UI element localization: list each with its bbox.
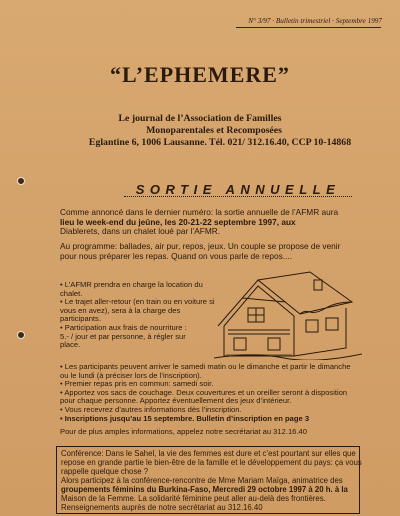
masthead-title: “L’EPHEMERE” [110,62,290,87]
list-item: • Premier repas pris en commun: samedi soir. [60,379,214,389]
list-item: • Les participants peuvent arriver le samedi matin ou le dimanche et partir le dimanche [60,362,351,371]
list-item: participants. [60,314,101,324]
list-item: • Participation aux frais de nourriture : [60,322,187,332]
binder-hole [17,331,25,339]
bulletin-info: N° 3/97 · Bulletin trimestriel · Septembre 1997 [248,17,382,25]
conference-line: repose en grande partie le bien-être de la famille et le développement du pays: ça vous [61,458,362,467]
list-item: pour chaque personne. Apportez éventuellement des jeux d’intérieur. [60,396,292,406]
article-program [60,242,358,261]
contact-line: Pour de plus amples informations, appelez notre secrétariat au 312.16.40 [60,427,307,436]
participants-list [60,363,360,423]
program-line: pour nous préparer les repas. Quand on vous parle de repos.... [60,250,292,261]
conference-line: Renseignements auprès de notre secrétariat au 312.16.40 [61,503,263,512]
article-heading: SORTIE ANNUELLE [135,182,341,197]
list-item: • Vous recevrez d’autres informations dès l’inscription. [60,404,242,414]
conference-line: Conférence: Dans le Sahel, la vie des femmes est dure et c’est pourtant sur elles que [61,449,356,458]
heading-rule [124,196,352,197]
masthead-subtitle-1: Le journal de l’Association de Familles [118,113,282,124]
chalet-illustration [214,268,362,360]
conference-line: Maison de la Femme. La solidarité féminine peut aller au-delà des frontières. [61,494,326,503]
article-intro [60,208,358,237]
intro-line: Diablerets, dans un chalet loué par l’AFMR. [60,226,221,237]
conference-box [56,446,360,514]
list-item: • Apportez vos sacs de couchage. Deux couvertures et un oreiller seront à disposition [60,387,348,397]
list-item: ou le lundi (à préciser lors de l’inscription). [60,370,202,380]
practical-info-list [60,280,215,350]
contact-info [60,428,360,437]
conference-line: Alors participez à la conférence-rencontre de Mme Mariam Maïga, animatrice des [61,476,343,485]
program-line: Au programme: ballades, air pur, repos, jeux. Un couple se propose de venir [60,241,341,251]
conference-line: rappelle quelque chose ? [61,467,149,476]
intro-line: Comme annoncé dans le dernier numéro: la sortie annuelle de l’AFMR aura [60,207,339,217]
list-item: • Inscriptions jusqu’au 15 septembre. Bulletin d’inscription en page 3 [60,413,310,423]
list-item: • Le trajet aller-retour (en train ou en voiture si [60,297,215,307]
intro-line: lieu le week-end du jeûne, les 20-21-22 septembre 1997, aux [60,216,296,227]
list-item: • L’AFMR prendra en charge la location du [60,280,203,289]
list-item: vous en avez), sera à la charge des [60,305,181,315]
list-item: 5.- / jour et par personne, à régler sur [60,331,186,341]
masthead-address: Eglantine 6, 1006 Lausanne. Tél. 021/ 312.16.40, CCP 10-14868 [88,137,352,148]
list-item: place. [60,340,81,350]
conference-line: groupements féminins du Burkina-Faso, Mercredi 29 octobre 1997 à 20 h. à la [61,485,348,494]
list-item: chalet. [60,288,83,298]
masthead-subtitle-2: Monoparentales et Recomposées [146,125,282,136]
binder-hole [17,177,25,185]
header-rule [236,27,381,28]
